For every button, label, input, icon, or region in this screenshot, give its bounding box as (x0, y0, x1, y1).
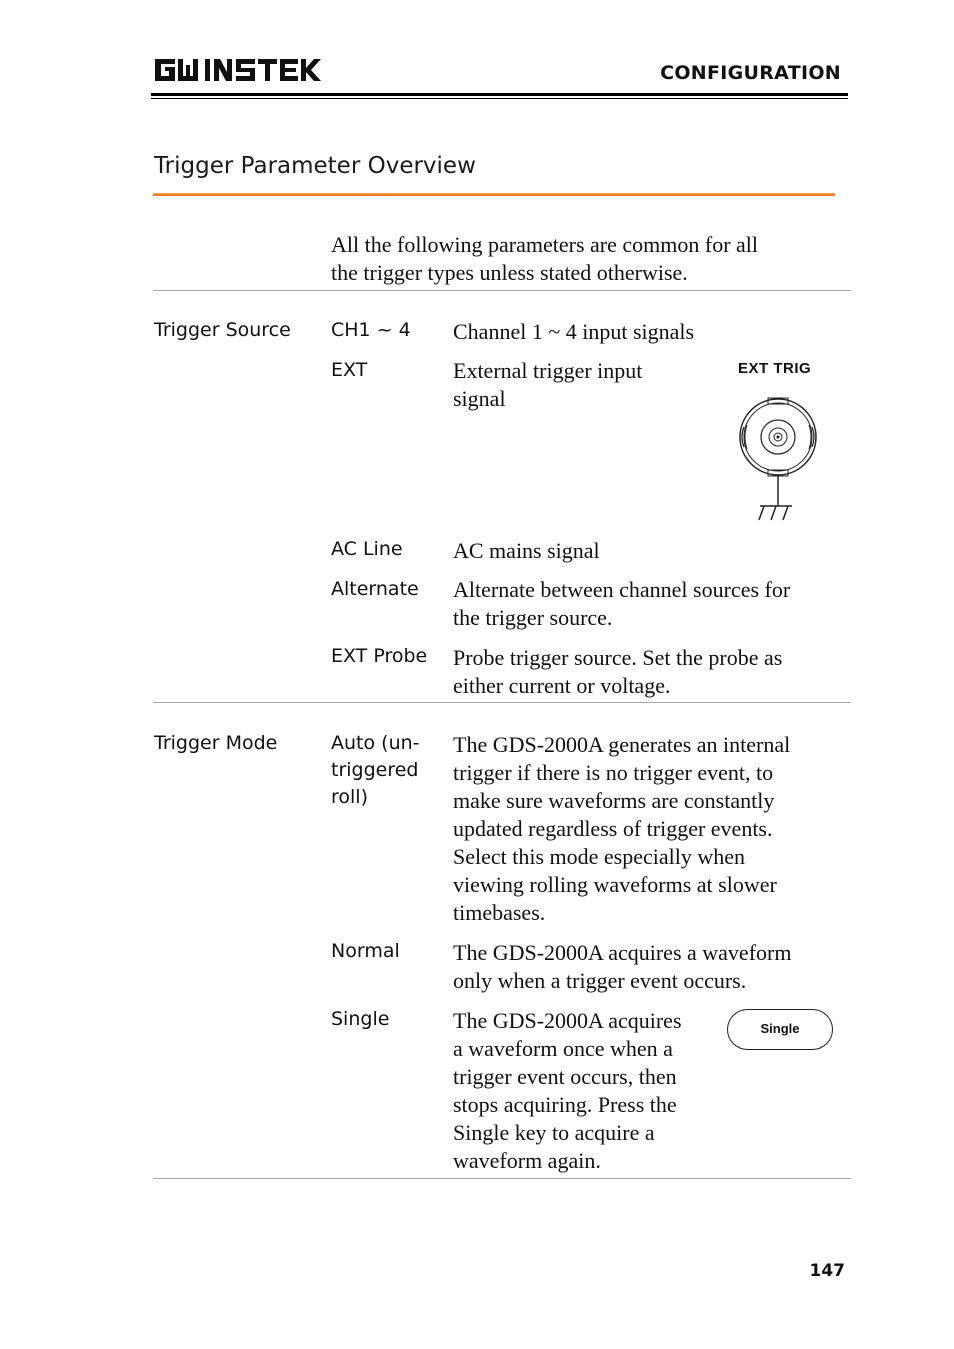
desc-auto-line-6: viewing rolling waveforms at slower (453, 872, 777, 897)
desc-ext-probe-line-2: either current or voltage. (453, 673, 671, 698)
option-auto-line-1: Auto (un- (331, 732, 420, 754)
desc-auto-line-7: timebases. (453, 900, 546, 925)
option-single: Single (331, 1008, 390, 1030)
trigger-source-label: Trigger Source (154, 319, 291, 341)
desc-auto-line-1: The GDS-2000A generates an internal (453, 732, 791, 757)
desc-single-line-5: Single key to acquire a (453, 1120, 655, 1145)
row-divider (153, 1178, 851, 1179)
desc-single-line-6: waveform again. (453, 1148, 601, 1173)
option-ext: EXT (331, 359, 368, 381)
bnc-connector-icon (730, 392, 830, 522)
gw-instek-logo (153, 55, 323, 85)
desc-single-line-3: trigger event occurs, then (453, 1064, 677, 1089)
desc-ext-line-1: External trigger input (453, 358, 643, 383)
desc-auto-line-4: updated regardless of trigger events. (453, 816, 773, 841)
option-alternate: Alternate (331, 578, 419, 600)
desc-single-line-2: a waveform once when a (453, 1036, 673, 1061)
desc-ac-line: AC mains signal (453, 538, 600, 563)
single-key-graphic: Single (727, 1009, 833, 1050)
desc-auto-line-5: Select this mode especially when (453, 844, 746, 869)
desc-alternate-line-2: the trigger source. (453, 605, 613, 630)
desc-ext-line-2: signal (453, 386, 506, 411)
option-normal: Normal (331, 940, 400, 962)
option-ch1-4: CH1 ~ 4 (331, 319, 411, 341)
desc-alternate-line-1: Alternate between channel sources for (453, 577, 791, 602)
option-auto-line-3: roll) (331, 786, 368, 808)
section-title-underline (153, 193, 835, 196)
section-title: Trigger Parameter Overview (154, 153, 476, 179)
ext-trig-label: EXT TRIG (738, 360, 812, 377)
header-rule-thin (151, 98, 848, 99)
desc-single-line-4: stops acquiring. Press the (453, 1092, 677, 1117)
desc-ch1-4: Channel 1 ~ 4 input signals (453, 319, 695, 344)
header-section-title: CONFIGURATION (660, 62, 841, 84)
desc-normal-line-2: only when a trigger event occurs. (453, 968, 747, 993)
row-divider (153, 290, 851, 291)
desc-normal-line-1: The GDS-2000A acquires a waveform (453, 940, 792, 965)
intro-line-1: All the following parameters are common for all (331, 232, 759, 257)
intro-line-2: the trigger types unless stated otherwise. (331, 260, 688, 285)
desc-auto-line-2: trigger if there is no trigger event, to (453, 760, 774, 785)
desc-auto-line-3: make sure waveforms are constantly (453, 788, 775, 813)
trigger-mode-label: Trigger Mode (154, 732, 278, 754)
page-number: 147 (809, 1261, 845, 1281)
option-ac-line: AC Line (331, 538, 403, 560)
option-auto-line-2: triggered (331, 759, 419, 781)
row-divider (153, 702, 851, 703)
desc-ext-probe-line-1: Probe trigger source. Set the probe as (453, 645, 783, 670)
header-rule (151, 93, 848, 96)
option-ext-probe: EXT Probe (331, 645, 428, 667)
desc-single-line-1: The GDS-2000A acquires (453, 1008, 682, 1033)
